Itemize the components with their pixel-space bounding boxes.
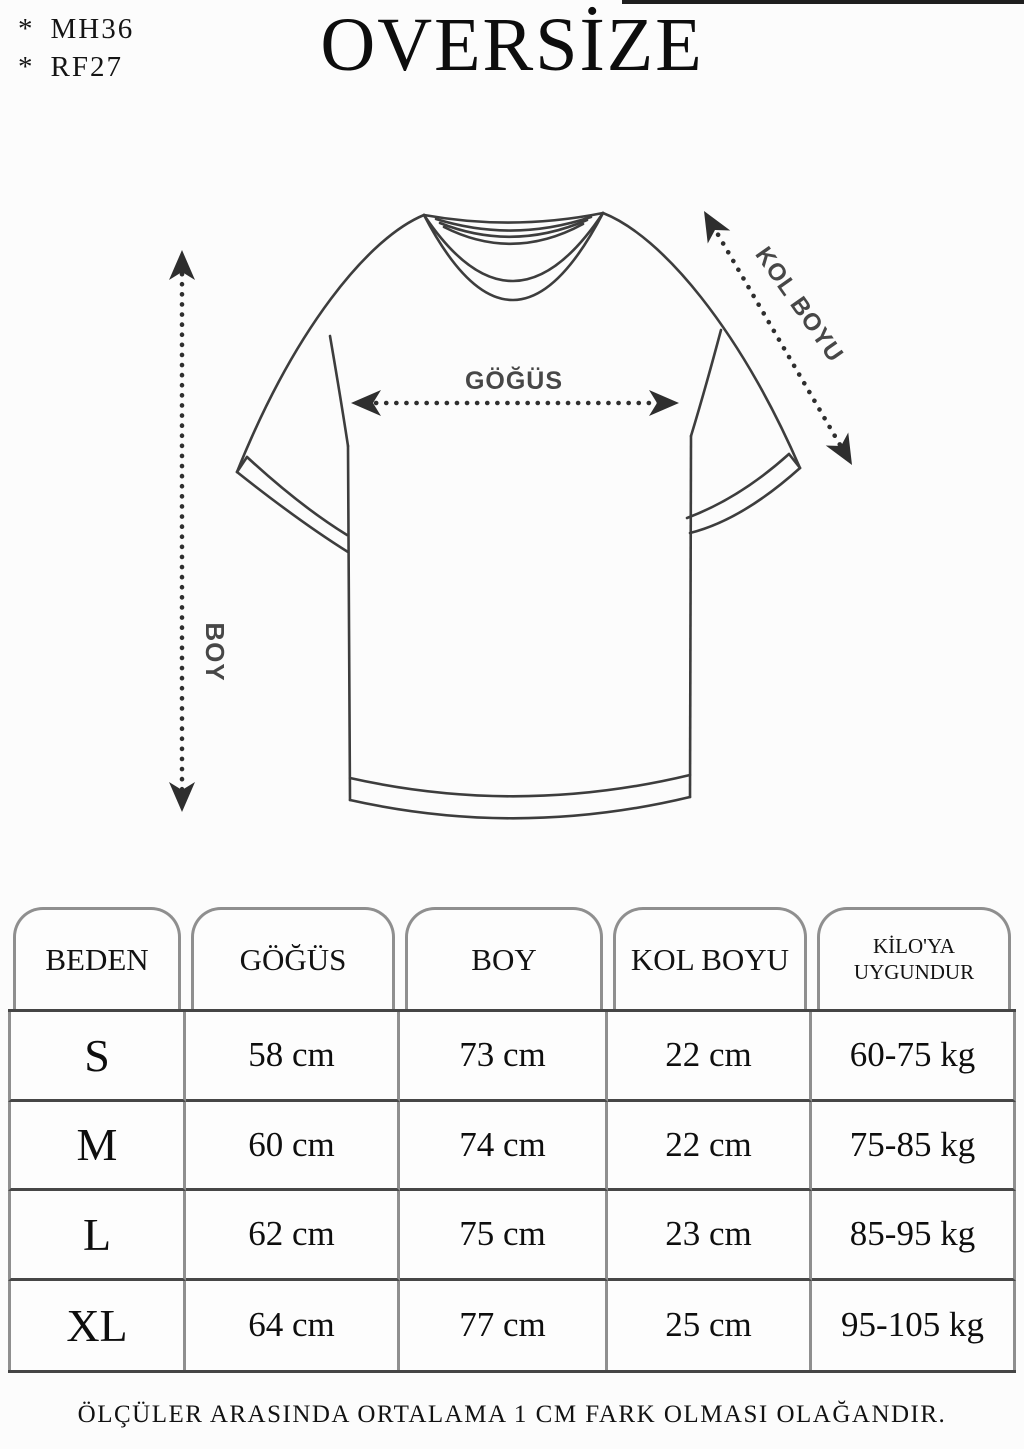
sleeve-length-label: KOL BOYU: [749, 241, 849, 368]
chest-arrow: [351, 366, 679, 416]
product-code: MH36: [50, 13, 135, 45]
header-cell-kol-boyu: KOL BOYU: [613, 907, 807, 1009]
header-cell-gogus: GÖĞÜS: [191, 907, 395, 1009]
cell-length: 74 cm: [400, 1102, 608, 1192]
size-table-header: [8, 905, 1016, 1009]
cell-size: M: [8, 1102, 186, 1192]
tshirt-diagram-svg: [100, 190, 920, 890]
header-cell-beden: BEDEN: [13, 907, 181, 1009]
cell-length: 73 cm: [400, 1012, 608, 1102]
arrowhead-downright-icon: [826, 433, 864, 472]
arrowhead-right-icon: [649, 390, 679, 416]
length-label: BOY: [200, 622, 230, 682]
size-table: [8, 905, 1016, 1373]
tshirt-outline: [237, 213, 800, 818]
cell-sleeve: 22 cm: [608, 1012, 812, 1102]
cell-size: L: [8, 1191, 186, 1281]
cell-chest: 62 cm: [186, 1191, 400, 1281]
cell-length: 75 cm: [400, 1191, 608, 1281]
asterisk: *: [18, 13, 35, 45]
cell-length: 77 cm: [400, 1281, 608, 1371]
asterisk: *: [18, 51, 35, 83]
cell-weight: 85-95 kg: [812, 1191, 1016, 1281]
header-cell-boy: BOY: [405, 907, 603, 1009]
collar: [424, 213, 603, 300]
cell-size: S: [8, 1012, 186, 1102]
cell-weight: 60-75 kg: [812, 1012, 1016, 1102]
arrowhead-upleft-icon: [693, 205, 731, 244]
body-hem: [348, 436, 691, 818]
page-title: OVERSİZE: [320, 3, 704, 87]
length-arrow: [169, 250, 230, 812]
cell-weight: 95-105 kg: [812, 1281, 1016, 1371]
cell-sleeve: 22 cm: [608, 1102, 812, 1192]
chest-label: GÖĞÜS: [464, 367, 564, 395]
cell-sleeve: 25 cm: [608, 1281, 812, 1371]
left-sleeve: [237, 215, 424, 552]
arrowhead-down-icon: [169, 782, 195, 812]
cell-chest: 58 cm: [186, 1012, 400, 1102]
cell-size: XL: [8, 1281, 186, 1371]
footer-note: ÖLÇÜLER ARASINDA ORTALAMA 1 CM FARK OLMASI OLAĞANDIR.: [77, 1401, 947, 1428]
cell-chest: 64 cm: [186, 1281, 400, 1371]
header-cell-kilo: KİLO'YA UYGUNDUR: [817, 907, 1011, 1009]
tshirt-measurement-diagram: [100, 190, 920, 890]
cell-sleeve: 23 cm: [608, 1191, 812, 1281]
cell-chest: 60 cm: [186, 1102, 400, 1192]
product-code: RF27: [50, 51, 123, 83]
size-table-body: [8, 1009, 1016, 1373]
cell-weight: 75-85 kg: [812, 1102, 1016, 1192]
